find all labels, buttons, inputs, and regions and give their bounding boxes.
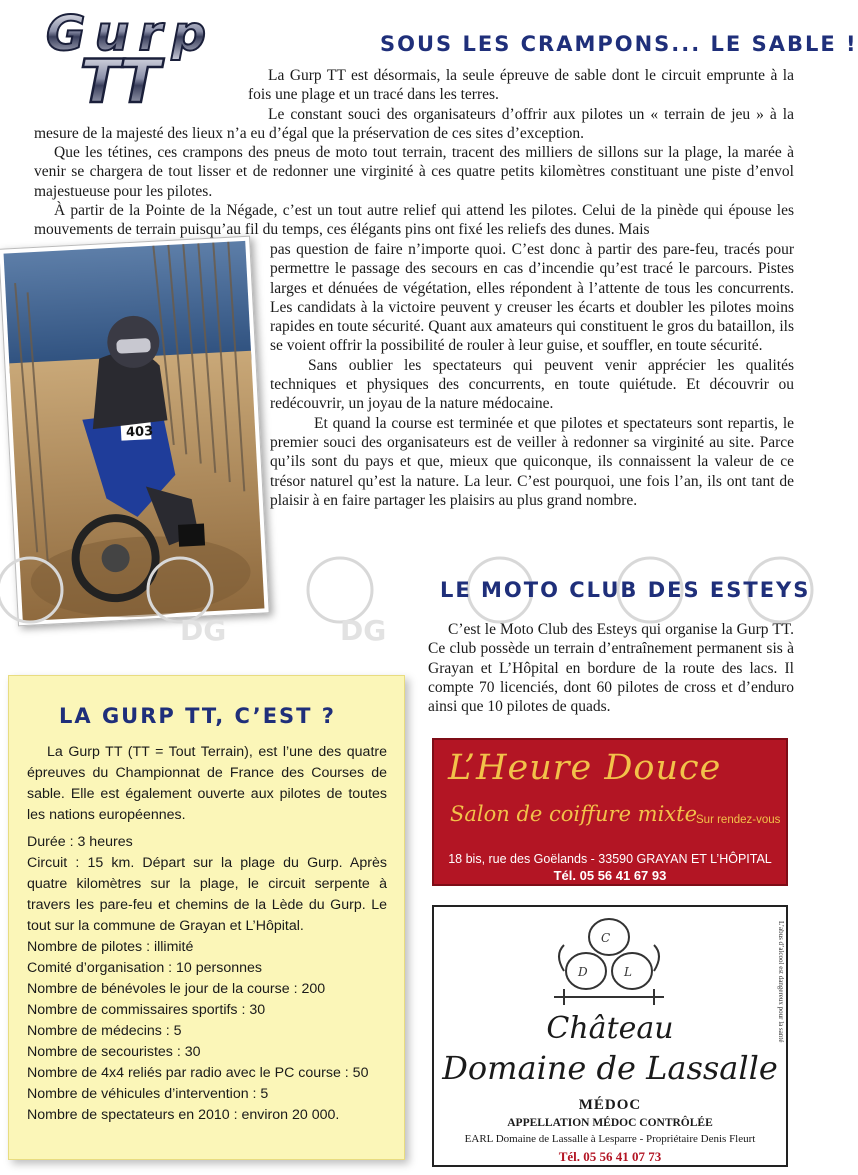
fact-item: Nombre de médecins : 5 bbox=[27, 1023, 182, 1039]
svg-text:Gurp: Gurp bbox=[46, 6, 206, 62]
article-body-top bbox=[34, 66, 794, 240]
section-title-sable: SOUS LES CRAMPONS... LE SABLE ! bbox=[380, 32, 858, 56]
svg-text:DG: DG bbox=[180, 614, 227, 647]
fact-item: Nombre de pilotes : illimité bbox=[27, 939, 194, 955]
ad-chateau-lassalle bbox=[432, 905, 788, 1167]
svg-text:TT: TT bbox=[80, 47, 160, 117]
paragraph: C’est le Moto Club des Esteys qui organise la Gurp TT. Ce club possède un terrain d’entraînement permanent sis à Grayan et L’Hôpital en bordure de la route des lacs. Il compte 70 licenciés, dont 60 pilotes de cross et d’enduro ainsi que 10 pilotes de quads. bbox=[428, 621, 794, 716]
ad-chateau-appellation: APPELLATION MÉDOC CONTRÔLÉE bbox=[507, 1117, 713, 1129]
fact-item: Nombre de 4x4 reliés par radio avec le PC course : 50 bbox=[27, 1065, 369, 1081]
bib-number: 403 bbox=[125, 424, 154, 441]
moto-club-body bbox=[428, 620, 794, 716]
fact-item: Nombre de spectateurs en 2010 : environ 20 000. bbox=[27, 1107, 340, 1123]
ad-salon-phone: Tél. 05 56 41 67 93 bbox=[553, 868, 667, 883]
fact-item: Nombre de secouristes : 30 bbox=[27, 1044, 201, 1060]
fact-item: Durée : 3 heures bbox=[27, 834, 133, 850]
paragraph: Le constant souci des organisateurs d’offrir aux pilotes un « terrain de jeu » à la mesure de la majesté des lieux n’a eu d’égal que la préservation de ces sites d’exception. bbox=[34, 105, 794, 142]
paragraph: pas question de faire n’importe quoi. C’est donc à partir des pare-feu, tracés pour permettre le passage des secours en cas d’incendie qu’est tracé le parcours. Pistes larges et dénuées de végétation, elles répondent à l’attente de tous les concurrents. Les candidats à la victoire peuvent y creuser les écarts et doubler les pilotes moins rapides en toute sécurité. Quant aux amateurs qui constituent le gros du bataillon, ils se voient offrir la possibilité de rouler à leur guise, et souffler, en toute sécurité. bbox=[270, 241, 794, 355]
svg-text:C: C bbox=[601, 931, 611, 945]
ad-chateau-line2: Domaine de Lassalle bbox=[442, 1049, 778, 1087]
svg-text:L: L bbox=[624, 965, 632, 979]
info-box-intro bbox=[27, 742, 387, 826]
paragraph: Que les tétines, ces crampons des pneus de moto tout terrain, tracent des milliers de sillons sur la plage, la marée à venir se chargera de tout lisser et de redonner une virginité à ces quatre petits kilomètres constituant une piste d’envol majestueuse pour les pilotes. bbox=[34, 144, 794, 200]
paragraph: Sans oublier les spectateurs qui peuvent venir apprécier les qualités techniques et physiques des concurrents, en toute quiétude. Et découvrir ou redécouvrir, un joyau de la nature médocaine. bbox=[270, 356, 794, 413]
paragraph: À partir de la Pointe de la Négade, c’est un tout autre relief qui attend les pilotes. Celui de la pinède qui épouse les mouvements de terrain puisqu’au fil du temps, ces élégants pins ont fixé les reliefs des dunes. Mais bbox=[34, 202, 794, 239]
ad-chateau-phone: Tél. 05 56 41 07 73 bbox=[558, 1149, 662, 1164]
ad-salon-note: Sur rendez-vous bbox=[696, 814, 781, 826]
ad-chateau-line1: Château bbox=[546, 1011, 674, 1046]
paragraph: Et quand la course est terminée et que pilotes et spectateurs sont repartis, le premier souci des organisateurs est de veiller à redonner sa virginité au site. Parce qu’ils sont du pays et que, mieux que quiconque, ils connaissent la valeur de ce trésor naturel qu’est la nature. La leur. C’est pourquoi, une fois l’an, ils ont tant de plaisir à en faire partager les plaisirs au plus grand nombre. bbox=[270, 414, 794, 509]
info-box-facts bbox=[27, 832, 387, 1126]
fact-item: Nombre de bénévoles le jour de la course : 200 bbox=[27, 981, 326, 997]
motocross-photo bbox=[0, 236, 270, 627]
paragraph: La Gurp TT (TT = Tout Terrain), est l’une des quatre épreuves du Championnat de France des Courses de sable. Elle est également ouverte aux pilotes de toutes les nations européennes. bbox=[27, 744, 387, 823]
ad-chateau-region: MÉDOC bbox=[578, 1097, 642, 1113]
ad-chateau-owner: EARL Domaine de Lassalle à Lesparre - Propriétaire Denis Fleurt bbox=[464, 1133, 756, 1145]
article-body-right bbox=[270, 240, 794, 510]
paragraph: La Gurp TT est désormais, la seule épreuve de sable dont le circuit emprunte à la fois une plage et un tracé dans les terres. bbox=[248, 67, 794, 104]
ad-salon-subtitle: Salon de coiffure mixte bbox=[450, 802, 698, 826]
barrels-icon bbox=[544, 915, 674, 1007]
fact-item: Circuit : 15 km. Départ sur la plage du Gurp. Après quatre kilomètres sur la plage, le circuit serpente à travers les pare-feu et chemins de la Lède du Gurp. Le tout sur la commune de Grayan et L’Hôpital. bbox=[27, 855, 387, 934]
section-title-moto-club: LE MOTO CLUB DES ESTEYS bbox=[440, 578, 811, 602]
ad-salon-name: L’Heure Douce bbox=[448, 748, 722, 788]
svg-text:DG: DG bbox=[340, 614, 387, 647]
svg-text:L’abus d’alcool est dangereux: L’abus d’alcool est dangereux pour la santé bbox=[777, 921, 785, 1043]
ad-heure-douce bbox=[432, 738, 788, 886]
info-box-title: LA GURP TT, C’EST ? bbox=[59, 704, 336, 728]
motocross-rider-image bbox=[4, 241, 265, 621]
svg-text:D: D bbox=[578, 965, 588, 979]
ad-salon-address: 18 bis, rue des Goëlands - 33590 GRAYAN ET L’HÔPITAL bbox=[448, 852, 772, 866]
health-warning bbox=[770, 917, 785, 1117]
info-box-gurp bbox=[8, 675, 405, 1160]
fact-item: Comité d’organisation : 10 personnes bbox=[27, 960, 263, 976]
fact-item: Nombre de commissaires sportifs : 30 bbox=[27, 1002, 266, 1018]
fact-item: Nombre de véhicules d’intervention : 5 bbox=[27, 1086, 269, 1102]
